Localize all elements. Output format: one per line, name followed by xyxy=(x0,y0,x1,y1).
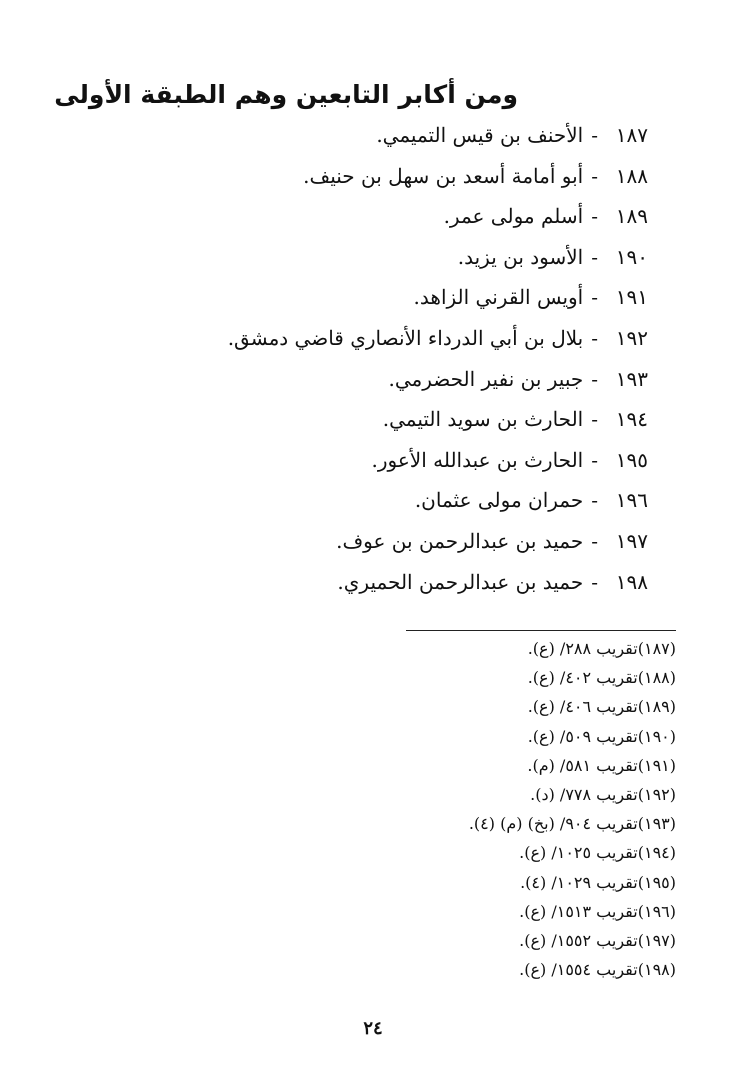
entry-dash: - xyxy=(591,366,598,391)
entry-item xyxy=(188,483,648,524)
entry-item xyxy=(188,199,648,240)
footnote-item: (١٩٤)تقريب ١٠٢٥/ (ع). xyxy=(519,843,676,863)
entry-number: ١٩٠ xyxy=(615,244,648,269)
entry-name: أبو أمامة أسعد بن سهل بن حنيف. xyxy=(303,163,584,188)
entry-item xyxy=(188,118,648,159)
entry-dash: - xyxy=(591,407,598,432)
entry-item xyxy=(188,159,648,200)
entry-dash: - xyxy=(591,488,598,513)
entry-dash: - xyxy=(591,528,598,553)
section-heading: ومن أكابر التابعين وهم الطبقة الأولى xyxy=(54,80,518,109)
footnote-item: (١٩٢)تقريب ٧٧٨/ (د). xyxy=(530,784,676,804)
entry-name: جبير بن نفير الحضرمي. xyxy=(388,366,584,391)
entry-name: أسلم مولى عمر. xyxy=(443,204,584,229)
entry-number: ١٩١ xyxy=(615,285,648,310)
entry-item xyxy=(188,402,648,443)
entry-name: الأسود بن يزيد. xyxy=(457,244,584,269)
footnote-list xyxy=(346,636,676,986)
entry-number: ١٩٧ xyxy=(615,528,648,553)
entry-number: ١٩٤ xyxy=(615,407,648,432)
footnote-item: (١٨٧)تقريب ٢٨٨/ (ع). xyxy=(527,639,676,658)
entry-item xyxy=(188,280,648,321)
entry-name: بلال بن أبي الدرداء الأنصاري قاضي دمشق. xyxy=(227,325,584,350)
page-number: ٢٤ xyxy=(363,1018,383,1039)
footnote-item: (١٩١)تقريب ٥٨١/ (م). xyxy=(527,755,676,775)
entry-name: حمران مولى عثمان. xyxy=(414,488,584,513)
entry-number: ١٨٨ xyxy=(615,163,648,188)
entry-dash: - xyxy=(591,325,598,350)
footnote-item: (١٩٧)تقريب ١٥٥٢/ (ع). xyxy=(519,930,676,950)
entry-item xyxy=(188,321,648,362)
entry-list xyxy=(188,118,648,605)
entry-number: ١٨٩ xyxy=(615,204,648,229)
entry-number: ١٩٢ xyxy=(615,325,648,350)
footnote-item: (١٨٩)تقريب ٤٠٦/ (ع). xyxy=(527,697,676,717)
entry-name: الأحنف بن قيس التميمي. xyxy=(376,123,584,147)
entry-item xyxy=(188,362,648,403)
footnote-item: (١٩٥)تقريب ١٠٢٩/ (٤). xyxy=(520,872,676,892)
entry-dash: - xyxy=(591,285,598,310)
footnote-item: (١٨٨)تقريب ٤٠٢/ (ع). xyxy=(527,668,676,688)
entry-number: ١٩٥ xyxy=(615,447,648,472)
entry-item xyxy=(188,524,648,565)
entry-name: أويس القرني الزاهد. xyxy=(413,285,584,310)
entry-dash: - xyxy=(591,204,598,229)
footnote-item: (١٩٨)تقريب ١٥٥٤/ (ع). xyxy=(519,960,676,980)
entry-name: الحارث بن عبدالله الأعور. xyxy=(371,447,584,472)
entry-name: الحارث بن سويد التيمي. xyxy=(382,407,584,432)
entry-item xyxy=(188,240,648,281)
footnote-item: (١٩٠)تقريب ٥٠٩/ (ع). xyxy=(527,726,676,746)
footnote-item: (١٩٦)تقريب ١٥١٣/ (ع). xyxy=(519,901,676,921)
entry-dash: - xyxy=(591,123,598,147)
entry-number: ١٩٦ xyxy=(615,488,648,513)
entry-name: حميد بن عبدالرحمن الحميري. xyxy=(337,569,584,594)
entry-dash: - xyxy=(591,447,598,472)
entry-number: ١٩٨ xyxy=(615,569,648,594)
entry-dash: - xyxy=(591,569,598,594)
entry-item xyxy=(188,443,648,484)
entry-dash: - xyxy=(591,163,598,188)
entry-number: ١٨٧ xyxy=(615,123,648,147)
footnote-item: (١٩٣)تقريب ٩٠٤/ (بخ) (م) (٤). xyxy=(468,814,676,834)
entry-number: ١٩٣ xyxy=(615,366,648,391)
entry-name: حميد بن عبدالرحمن بن عوف. xyxy=(336,528,584,553)
entry-item xyxy=(188,565,648,606)
entry-dash: - xyxy=(591,244,598,269)
footnote-divider xyxy=(406,630,676,631)
